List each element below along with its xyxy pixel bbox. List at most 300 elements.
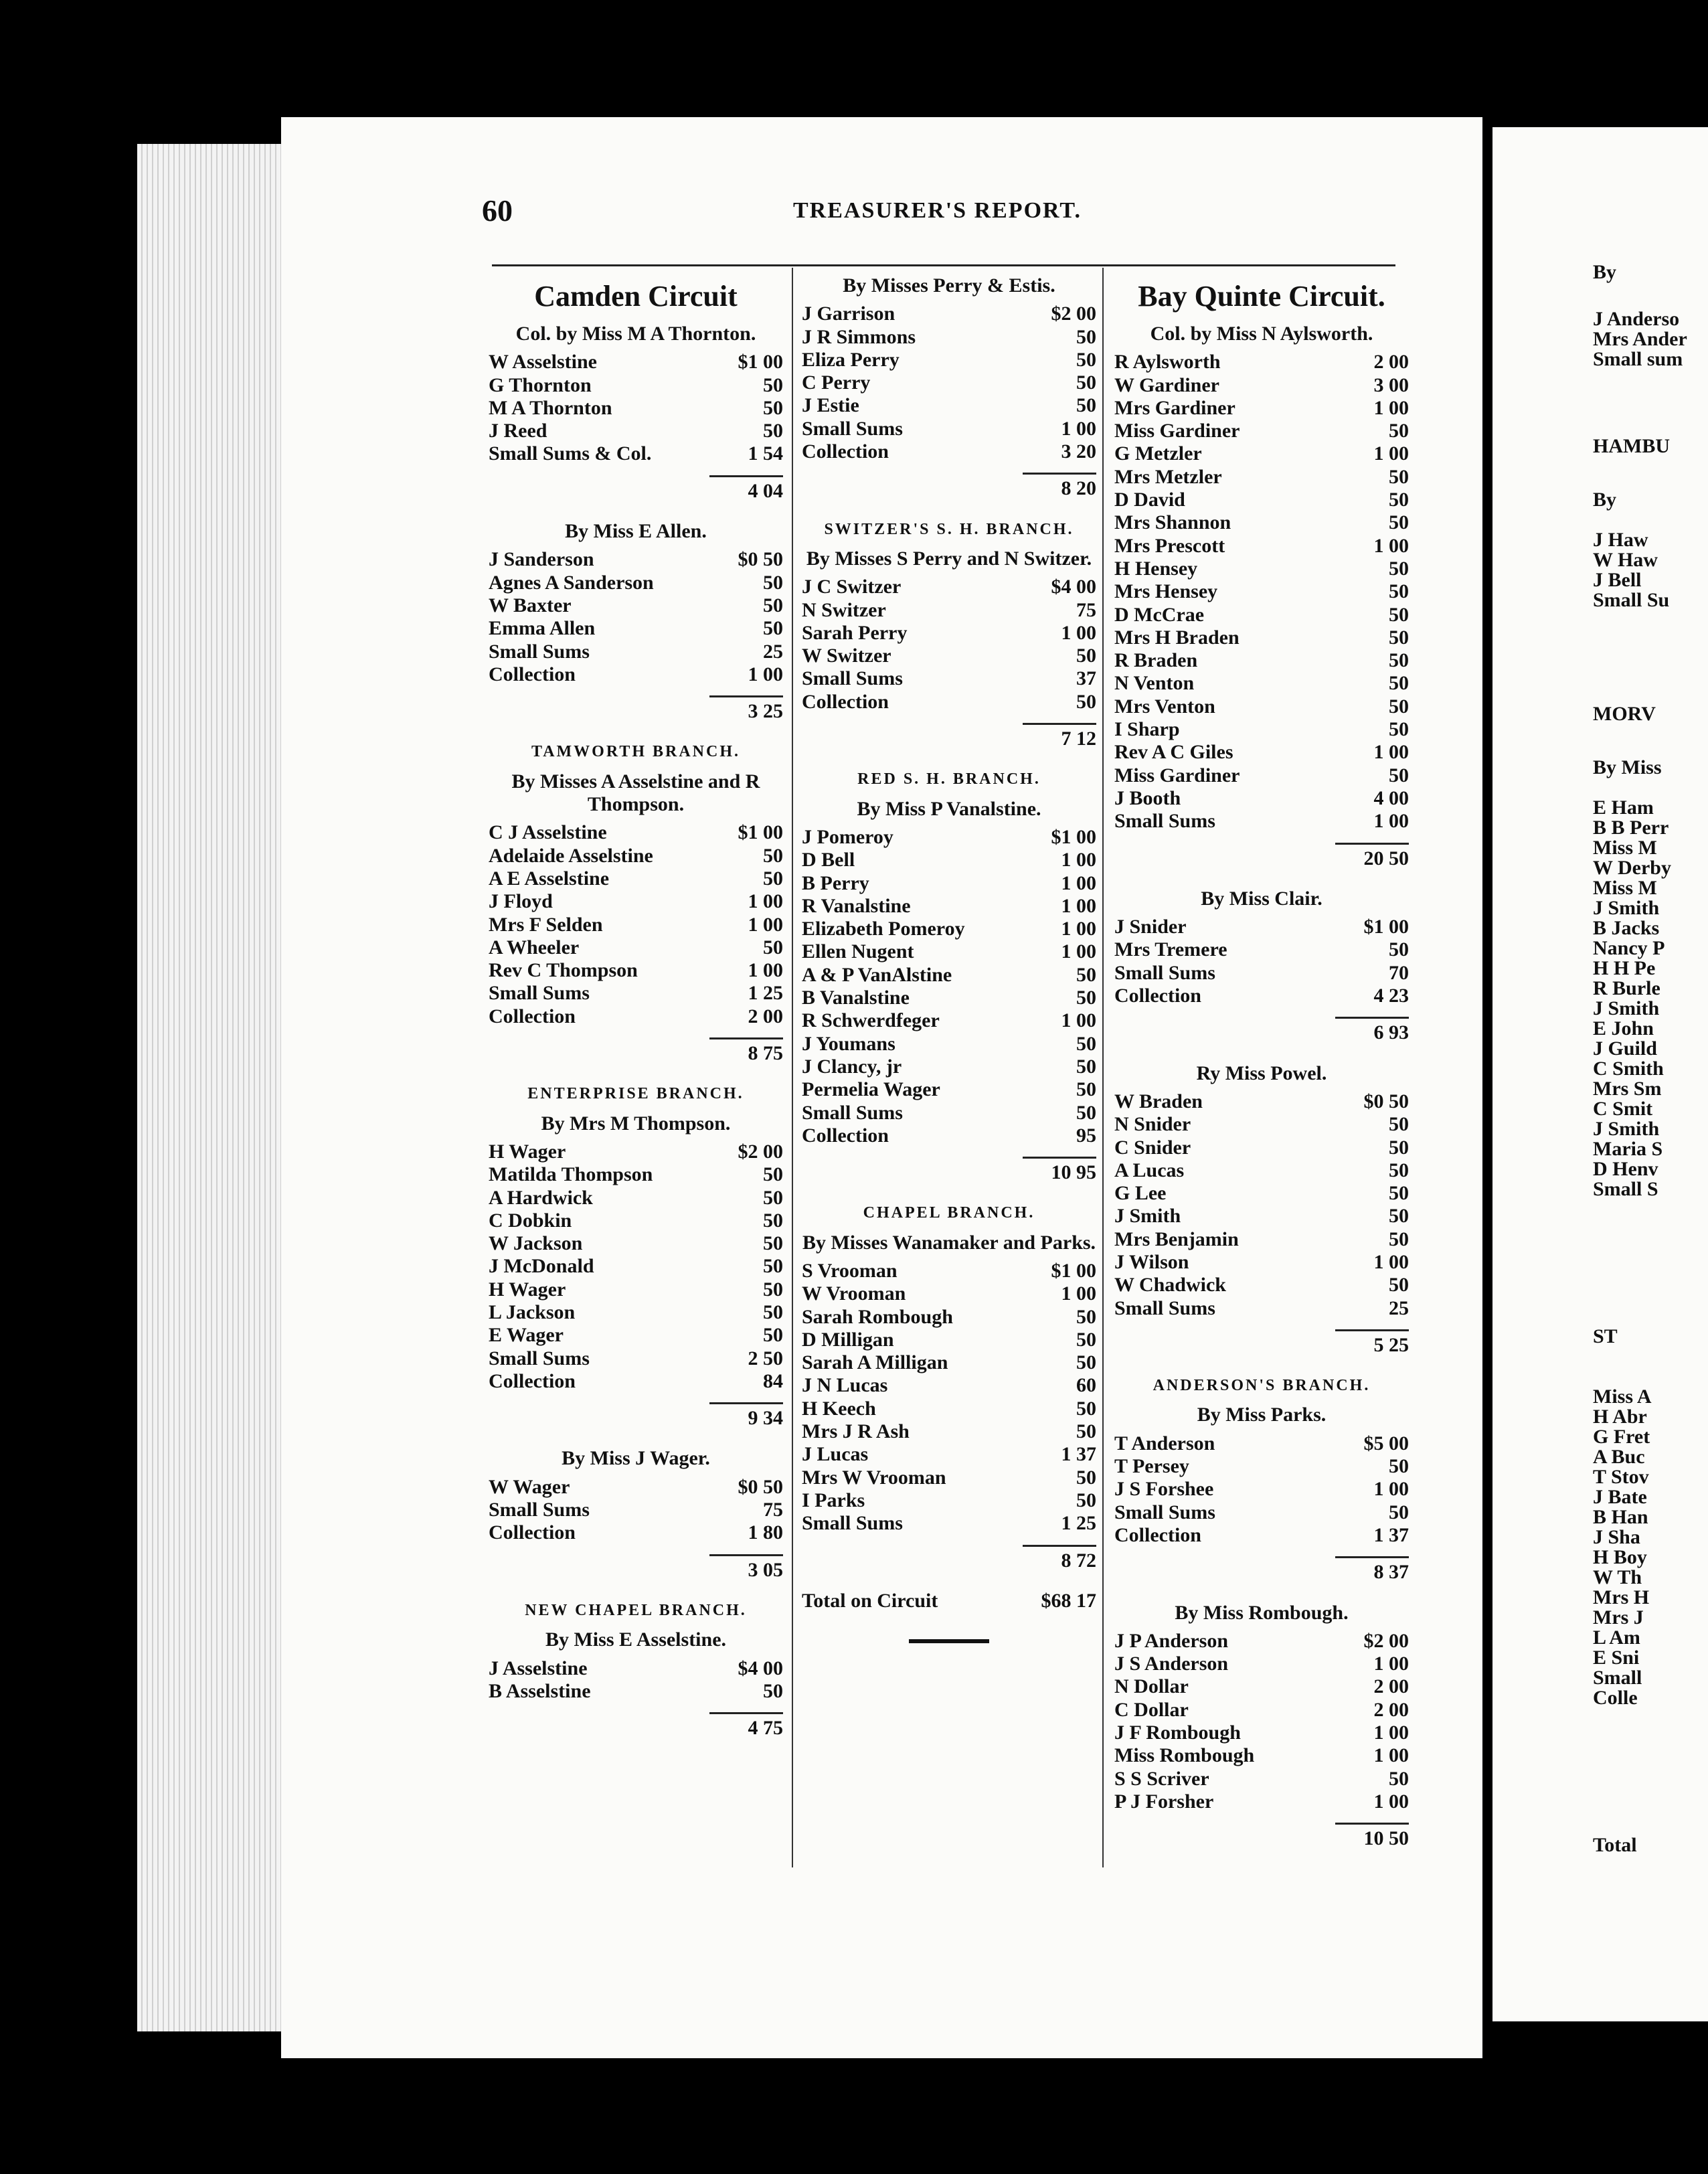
ledger-row [489,351,783,373]
contributor-name: A Lucas [1114,1159,1185,1181]
contribution-amount: 50 [1389,1501,1409,1523]
contribution-amount: 1 00 [1373,1744,1409,1767]
ledger-row [1114,1630,1409,1653]
ledger-row [802,940,1096,963]
contributor-name: J Lucas [802,1443,869,1466]
right-page-line: B B Perr [1593,817,1669,839]
contributor-name: Mrs Tremere [1114,938,1227,961]
contribution-amount: 50 [1389,603,1409,626]
right-page-line: Mrs H [1593,1586,1650,1608]
right-page-line: J Anderso [1593,308,1680,330]
ledger-row [489,663,783,686]
ledger-row [1114,374,1409,397]
contribution-amount: 50 [1076,394,1096,417]
right-page-line: J Bell [1593,569,1642,591]
collector-line: By Misses A Asselstine and R Thompson. [511,770,760,816]
right-page-line: Miss M [1593,877,1657,899]
right-page-line: W Haw [1593,549,1658,571]
contributor-name: W Wager [489,1475,570,1498]
right-page-line: J Haw [1593,529,1648,551]
contributor-name: Mrs F Selden [489,913,603,936]
right-page-line: R Burle [1593,977,1660,999]
contribution-amount: 50 [1389,511,1409,534]
ledger-column-2 [802,268,1096,1874]
ledger-row [802,1260,1096,1282]
ledger-row [489,594,783,617]
right-page-line: Small S [1593,1178,1658,1200]
contributor-name: Small Sums [1114,1297,1215,1319]
contributor-name: Eliza Perry [802,348,900,371]
branch-title: TAMWORTH BRANCH. [531,743,741,761]
ledger-row [1114,1768,1409,1790]
right-page-line: H Abr [1593,1406,1647,1428]
contribution-amount: 1 00 [1373,741,1409,764]
contribution-amount: $0 50 [1363,1090,1409,1112]
ledger-row [1114,1228,1409,1251]
ledger-row [1114,1274,1409,1297]
subtotal: 10 50 [1335,1823,1409,1850]
contribution-amount: 1 00 [1373,1250,1409,1273]
ledger-row [1114,351,1409,373]
contribution-amount: 50 [1389,1274,1409,1297]
ledger-row [802,1420,1096,1443]
ledger-row [489,641,783,663]
right-page-line: Mrs Sm [1593,1078,1662,1100]
right-page-line: E Sni [1593,1647,1640,1669]
right-page-line: G Fret [1593,1426,1650,1448]
contributor-name: J Snider [1114,916,1187,938]
ledger-row [1114,626,1409,649]
contributor-name: J Smith [1114,1205,1181,1228]
contributor-name: Agnes A Sanderson [489,571,654,594]
ledger-row [1114,1113,1409,1136]
contribution-amount: 50 [1389,695,1409,718]
right-page-line: Total [1593,1834,1637,1856]
contribution-amount: 50 [763,396,783,419]
contributor-name: Small Sums & Col. [489,442,652,465]
ledger-row [1114,1182,1409,1205]
contribution-amount: $2 00 [1051,303,1096,325]
contributor-name: Miss Gardiner [1114,764,1240,786]
contribution-amount: $1 00 [738,821,783,844]
contributor-name: Emma Allen [489,617,596,640]
right-page-line: C Smith [1593,1058,1664,1080]
contribution-amount: 50 [1076,325,1096,348]
ledger-column-1 [489,268,783,1874]
grand-total-label: Total on Circuit [802,1589,938,1612]
ledger-row [802,1329,1096,1351]
ledger-row [802,667,1096,690]
contribution-amount: 50 [763,1301,783,1323]
contributor-name: Collection [1114,1523,1201,1546]
contribution-amount: 50 [763,571,783,594]
right-page-line: J Smith [1593,1118,1660,1140]
ledger-row [1114,764,1409,787]
contributor-name: N Dollar [1114,1675,1189,1698]
contribution-amount: 50 [1389,1159,1409,1181]
contributor-name: H Wager [489,1140,566,1163]
right-page-line: Small Su [1593,589,1670,611]
page-number: 60 [482,193,513,228]
contribution-amount: 25 [763,640,783,663]
contributor-name: Small Sums [489,982,590,1005]
branch-title: CHAPEL BRANCH. [863,1204,1035,1222]
collector-line: By Miss E Asselstine. [545,1628,727,1651]
contributor-name: C Perry [802,371,871,394]
ledger-row [489,1255,783,1278]
contributor-name: E Wager [489,1324,564,1347]
contributor-name: R Aylsworth [1114,351,1221,373]
ledger-row [489,1209,783,1232]
contributor-name: J S Anderson [1114,1653,1229,1675]
ledger-row [1114,718,1409,741]
contribution-amount: 50 [1389,626,1409,649]
ledger-row [489,1005,783,1028]
contribution-amount: 1 54 [748,442,783,465]
ledger-row [1114,580,1409,603]
ledger-row [1114,1744,1409,1767]
contribution-amount: 50 [763,373,783,396]
contributor-name: Small Sums [1114,961,1215,984]
collector-line: Ry Miss Powel. [1196,1062,1327,1084]
contributor-name: Sarah A Milligan [802,1351,948,1374]
ledger-row [802,440,1096,463]
right-page-line: HAMBU [1593,435,1670,457]
ledger-row [1114,466,1409,489]
contributor-name: Mrs W Vrooman [802,1466,946,1489]
contribution-amount: 1 00 [1061,849,1096,871]
contributor-name: Rev A C Giles [1114,741,1233,764]
contribution-amount: 50 [1389,1113,1409,1136]
contributor-name: W Gardiner [1114,373,1219,396]
column-divider [1102,268,1104,1867]
ledger-row [802,1489,1096,1512]
branch-title: NEW CHAPEL BRANCH. [525,1601,747,1619]
ledger-row [802,599,1096,622]
collector-line: By Miss J Wager. [562,1447,710,1470]
contribution-amount: 1 00 [1061,918,1096,940]
contribution-amount: 2 00 [1373,1698,1409,1721]
right-page-line: MORV [1593,703,1656,725]
ledger-row [1114,420,1409,442]
running-head: TREASURER'S REPORT. [793,198,1082,223]
contribution-amount: 1 00 [1373,442,1409,465]
ledger-row [1114,962,1409,985]
contributor-name: J Estie [802,394,859,417]
collector-line: Col. by Miss M A Thornton. [515,323,756,345]
contributor-name: T Anderson [1114,1432,1215,1454]
collector-line: By Miss Parks. [1197,1404,1327,1426]
contributor-name: N Venton [1114,672,1195,695]
ledger-row [802,576,1096,598]
right-page-line: J Bate [1593,1486,1647,1508]
right-page-line: Mrs J [1593,1606,1644,1628]
contributor-name: N Snider [1114,1113,1191,1136]
contributor-name: R Vanalstine [802,894,911,917]
contributor-name: A Wheeler [489,936,580,958]
book-page-edges [137,144,298,2031]
right-page-line: Maria S [1593,1138,1663,1160]
right-page-line: Colle [1593,1687,1638,1709]
contribution-amount: 50 [1389,465,1409,488]
right-page-line: By Miss [1593,756,1662,778]
contributor-name: Collection [489,1521,576,1544]
contributor-name: C Snider [1114,1136,1191,1159]
contributor-name: Small Sums [489,640,590,663]
ledger-row [1114,442,1409,465]
branch-title: RED S. H. BRANCH. [857,770,1041,788]
ledger-row [489,936,783,959]
branch-title: ENTERPRISE BRANCH. [527,1085,744,1103]
ledger-row [489,397,783,420]
contributor-name: B Vanalstine [802,987,910,1009]
ledger-row [1114,1478,1409,1501]
top-rule [492,264,1395,266]
contributor-name: Collection [802,690,889,713]
contribution-amount: 50 [763,1163,783,1186]
right-page-line: H H Pe [1593,957,1656,979]
branch-title: SWITZER'S S. H. BRANCH. [824,520,1074,538]
ledger-row [1114,1675,1409,1698]
contribution-amount: 1 00 [1373,534,1409,557]
ledger-row [802,1351,1096,1374]
contributor-name: J R Simmons [802,325,916,348]
contributor-name: Ellen Nugent [802,940,914,963]
contributor-name: G Lee [1114,1182,1167,1205]
contribution-amount: 60 [1076,1374,1096,1397]
right-page-line: W Derby [1593,857,1671,879]
ledger-row [489,1521,783,1544]
subtotal: 9 34 [709,1402,783,1430]
contributor-name: W Jackson [489,1232,583,1255]
contribution-amount: 50 [1076,1101,1096,1124]
right-page-line: J Sha [1593,1526,1640,1548]
contributor-name: H Keech [802,1397,876,1420]
contributor-name: Small Sums [1114,1501,1215,1523]
contributor-name: Collection [489,1369,576,1392]
contributor-name: J P Anderson [1114,1629,1229,1652]
ledger-row [802,1306,1096,1329]
ledger-row [489,617,783,640]
ledger-row [802,418,1096,440]
contributor-name: P J Forsher [1114,1790,1214,1813]
right-page-line: B Han [1593,1506,1648,1528]
ledger-column-3 [1114,268,1409,1874]
contributor-name: W Chadwick [1114,1274,1226,1297]
contributor-name: J N Lucas [802,1374,888,1397]
contributor-name: Miss Rombough [1114,1744,1255,1767]
right-page-line: Miss A [1593,1386,1652,1408]
contribution-amount: 1 00 [1061,417,1096,440]
contribution-amount: 50 [763,867,783,890]
contribution-amount: 2 00 [1373,351,1409,373]
contributor-name: Sarah Perry [802,621,908,644]
ledger-row [489,845,783,867]
ledger-row [1114,1432,1409,1455]
contributor-name: R Braden [1114,649,1198,672]
contributor-name: Permelia Wager [802,1078,940,1101]
ledger-row [1114,672,1409,695]
ledger-row [489,1680,783,1703]
contributor-name: J S Forshee [1114,1478,1214,1501]
contribution-amount: 50 [1389,420,1409,442]
subtotal: 8 75 [709,1037,783,1065]
contribution-amount: 50 [1389,557,1409,580]
contribution-amount: 1 00 [748,913,783,936]
contribution-amount: 50 [1076,348,1096,371]
contribution-amount: 75 [763,1499,783,1521]
contribution-amount: 50 [1076,1397,1096,1420]
subtotal: 6 93 [1335,1017,1409,1044]
right-page-line: E John [1593,1017,1654,1039]
subtotal: 3 05 [709,1554,783,1582]
contributor-name: Mrs Hensey [1114,580,1218,603]
ledger-row [802,1374,1096,1397]
ledger-row [1114,985,1409,1007]
contribution-amount: 50 [1389,672,1409,695]
contribution-amount: $0 50 [738,1475,783,1498]
contributor-name: Small Sums [802,1512,903,1535]
contributor-name: W Switzer [802,645,891,667]
contribution-amount: 50 [763,594,783,616]
right-page-line: Mrs Ander [1593,328,1687,350]
contributor-name: C Dobkin [489,1209,572,1232]
contribution-amount: 1 00 [1061,871,1096,894]
right-page-line: By [1593,489,1617,511]
contribution-amount: 1 00 [1373,1722,1409,1744]
ledger-row [1114,787,1409,810]
right-page-line: C Smit [1593,1098,1653,1120]
ledger-row [802,826,1096,849]
ledger-row [489,890,783,913]
ledger-row [802,1009,1096,1032]
ledger-row [489,1278,783,1301]
ledger-row [1114,604,1409,626]
contribution-amount: 50 [1076,1489,1096,1511]
contribution-amount: 50 [1076,1305,1096,1328]
collector-line: By Miss E Allen. [565,520,707,543]
ledger-row [802,872,1096,895]
contribution-amount: 50 [1076,1328,1096,1351]
contribution-amount: 50 [1076,1032,1096,1055]
contribution-amount: 1 00 [748,890,783,913]
contributor-name: Small Sums [802,1101,903,1124]
branch-title: ANDERSON'S BRANCH. [1152,1377,1371,1395]
contributor-name: W Braden [1114,1090,1203,1112]
ledger-row [802,622,1096,645]
contribution-amount: 50 [763,1186,783,1209]
contribution-amount: 1 00 [1061,621,1096,644]
contributor-name: I Parks [802,1489,865,1511]
contribution-amount: 2 00 [748,1005,783,1027]
collector-line: By Mrs M Thompson. [541,1112,731,1135]
circuit-title: Camden Circuit [534,280,738,313]
contribution-amount: 50 [1076,963,1096,986]
right-page-line: A Buc [1593,1446,1645,1468]
ledger-row [489,1499,783,1521]
contribution-amount: 50 [1389,1767,1409,1790]
contributor-name: C Dollar [1114,1698,1189,1721]
ledger-row [1114,1722,1409,1744]
ledger-row [1114,1524,1409,1547]
right-page-line: H Boy [1593,1546,1647,1568]
contributor-name: D David [1114,489,1185,511]
contributor-name: Collection [489,1005,576,1027]
contributor-name: Mrs J R Ash [802,1420,910,1443]
contributor-name: Collection [1114,985,1201,1007]
contribution-amount: 1 00 [1061,940,1096,963]
right-page-line: E Ham [1593,797,1654,819]
column-divider [792,268,793,1867]
contribution-amount: 50 [1389,649,1409,672]
contribution-amount: 50 [1389,1136,1409,1159]
contributor-name: N Switzer [802,598,886,621]
contributor-name: Mrs Gardiner [1114,396,1235,419]
contributor-name: Mrs Venton [1114,695,1215,718]
contributor-name: C J Asselstine [489,821,607,844]
contributor-name: J Youmans [802,1032,895,1055]
right-page-line: J Smith [1593,997,1660,1019]
ledger-row [1114,1653,1409,1675]
subtotal: 8 37 [1335,1556,1409,1584]
contributor-name: Mrs Benjamin [1114,1228,1239,1250]
ledger-row [489,982,783,1005]
ledger-row [1114,1297,1409,1320]
contribution-amount: 75 [1076,598,1096,621]
subtotal: 10 95 [1023,1157,1096,1184]
contributor-name: Mrs Shannon [1114,511,1231,534]
contributor-name: B Perry [802,871,869,894]
ledger-row [489,1657,783,1680]
ledger-row [1114,1455,1409,1478]
collector-line: By Misses S Perry and N Switzer. [806,547,1092,570]
contributor-name: J Booth [1114,786,1181,809]
contribution-amount: 50 [763,1324,783,1347]
ledger-row [489,442,783,465]
ledger-row [802,1467,1096,1489]
ledger-row [802,987,1096,1009]
right-page-line: Small sum [1593,348,1683,370]
contributor-name: J Wilson [1114,1250,1189,1273]
ledger-row [802,1282,1096,1305]
ledger-row [1114,558,1409,580]
contribution-amount: 1 37 [1373,1523,1409,1546]
ledger-row [489,821,783,844]
contributor-name: D Milligan [802,1328,894,1351]
contributor-name: R Schwerdfeger [802,1009,940,1032]
subtotal: 7 12 [1023,723,1096,750]
right-page-line: Miss M [1593,837,1657,859]
contribution-amount: 1 80 [748,1521,783,1544]
contribution-amount: $0 50 [738,548,783,571]
ledger-row [802,303,1096,325]
subtotal: 5 25 [1335,1329,1409,1357]
subtotal: 4 75 [709,1712,783,1740]
subtotal: 20 50 [1335,843,1409,870]
right-page-line: J Smith [1593,897,1660,919]
collector-line: By Misses Wanamaker and Parks. [802,1231,1096,1254]
contribution-amount: 50 [763,1232,783,1255]
contribution-amount: 50 [1389,718,1409,741]
contributor-name: Small Sums [802,417,903,440]
collector-line: By Miss Clair. [1201,887,1322,910]
contribution-amount: 50 [1389,1182,1409,1205]
ledger-row [802,691,1096,714]
ledger-row [1114,1205,1409,1228]
subtotal: 8 72 [1023,1545,1096,1572]
ledger-row [802,645,1096,667]
contributor-name: A Hardwick [489,1186,593,1209]
